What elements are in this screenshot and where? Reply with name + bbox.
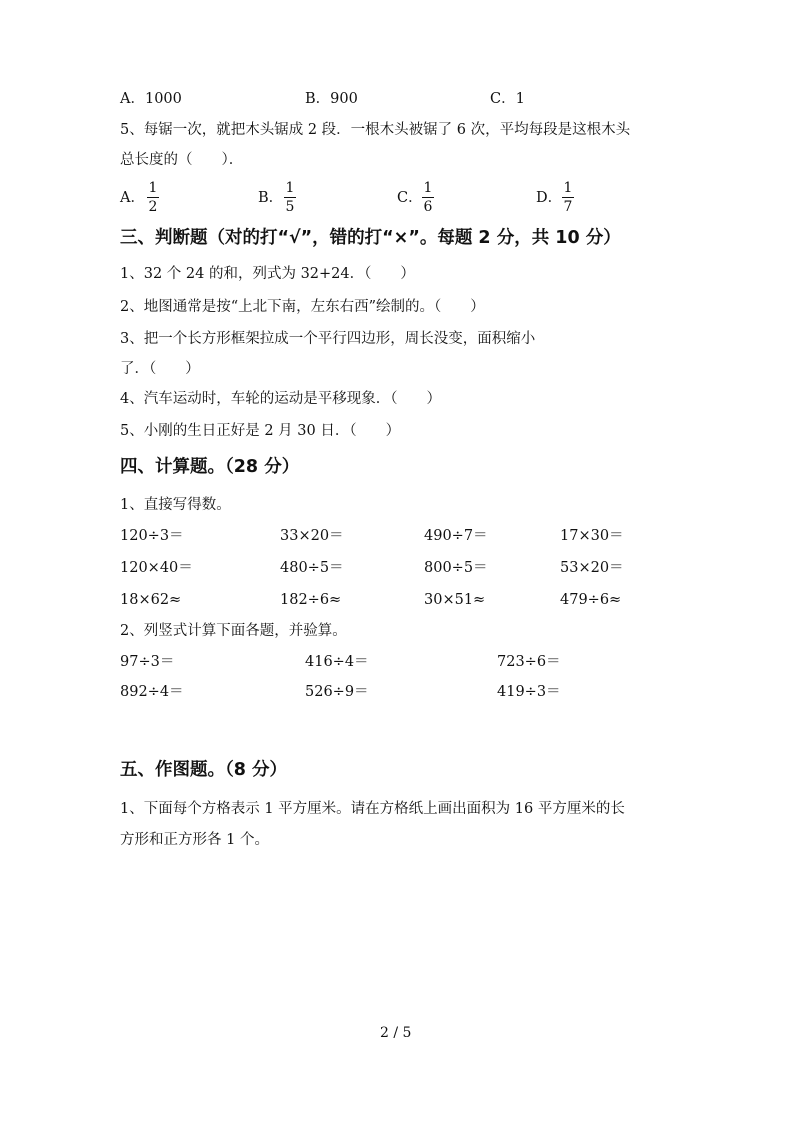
section3-title: 三、判断题（对的打“√”，错的打“×”。每题 2 分，共 10 分） xyxy=(120,228,621,248)
calc-cell: 479÷6≈ xyxy=(560,592,622,608)
calc-cell: 30×51≈ xyxy=(424,592,486,608)
calc-cell: 18×62≈ xyxy=(120,592,182,608)
calc-cell: 53×20＝ xyxy=(560,560,624,576)
fraction-bar xyxy=(422,197,434,198)
calc-cell: 800÷5＝ xyxy=(424,560,488,576)
section3-item-4: 4、汽车运动时，车轮的运动是平移现象．（ ） xyxy=(120,391,441,407)
calc-cell: 526÷9＝ xyxy=(305,684,369,700)
section5-line2: 方形和正方形各 1 个。 xyxy=(120,832,269,848)
section4-q1-title: 1、直接写得数。 xyxy=(120,497,231,513)
calc-cell: 892÷4＝ xyxy=(120,684,184,700)
q5-option-d-label: D． xyxy=(536,190,563,206)
page-number: 2 / 5 xyxy=(380,1025,412,1041)
q5-line1: 5、每锯一次，就把木头锯成 2 段．一根木头被锯了 6 次，平均每段是这根木头 xyxy=(120,122,631,138)
section4-title: 四、计算题。（28 分） xyxy=(120,457,300,477)
q5-option-b-fraction xyxy=(284,180,296,215)
fraction-bar xyxy=(562,197,574,198)
section3-item-3-cont: 了．（ ） xyxy=(120,361,200,377)
calc-cell: 33×20＝ xyxy=(280,528,344,544)
fraction-denominator: 2 xyxy=(148,199,158,215)
section5-title: 五、作图题。（8 分） xyxy=(120,760,288,780)
fraction-numerator: 1 xyxy=(563,180,573,196)
q5-option-d-fraction xyxy=(562,180,574,215)
fraction-numerator: 1 xyxy=(148,180,158,196)
section4-q2-title: 2、列竖式计算下面各题，并验算。 xyxy=(120,623,347,639)
fraction-denominator: 7 xyxy=(563,199,573,215)
q5-option-c-fraction xyxy=(422,180,434,215)
section3-item-3: 3、把一个长方形框架拉成一个平行四边形，周长没变，面积缩小 xyxy=(120,331,536,347)
section3-item-5: 5、小刚的生日正好是 2 月 30 日．（ ） xyxy=(120,423,401,439)
calc-cell: 97÷3＝ xyxy=(120,654,175,670)
q5-option-b-label: B． xyxy=(258,190,284,206)
section5-line1: 1、下面每个方格表示 1 平方厘米。请在方格纸上画出面积为 16 平方厘米的长 xyxy=(120,801,625,817)
fraction-denominator: 5 xyxy=(285,199,295,215)
calc-cell: 17×30＝ xyxy=(560,528,624,544)
section3-item-2: 2、地图通常是按“上北下南，左东右西”绘制的。（ ） xyxy=(120,299,485,315)
fraction-numerator: 1 xyxy=(423,180,433,196)
q4-option-c: C．1 xyxy=(490,91,525,107)
calc-cell: 480÷5＝ xyxy=(280,560,344,576)
q5-option-a-label: A． xyxy=(120,190,145,206)
calc-cell: 490÷7＝ xyxy=(424,528,488,544)
calc-cell: 120÷3＝ xyxy=(120,528,184,544)
q5-option-a-fraction xyxy=(147,180,159,215)
q5-option-c-label: C． xyxy=(397,190,423,206)
calc-cell: 182÷6≈ xyxy=(280,592,342,608)
calc-cell: 723÷6＝ xyxy=(497,654,561,670)
section3-item-1: 1、32 个 24 的和，列式为 32+24．（ ） xyxy=(120,266,415,282)
calc-cell: 419÷3＝ xyxy=(497,684,561,700)
calc-cell: 120×40＝ xyxy=(120,560,193,576)
fraction-numerator: 1 xyxy=(285,180,295,196)
fraction-bar xyxy=(284,197,296,198)
q4-option-a: A．1000 xyxy=(120,91,182,107)
fraction-denominator: 6 xyxy=(423,199,433,215)
q4-option-b: B．900 xyxy=(305,91,358,107)
fraction-bar xyxy=(147,197,159,198)
calc-cell: 416÷4＝ xyxy=(305,654,369,670)
q5-line2: 总长度的（ ）． xyxy=(120,152,244,168)
